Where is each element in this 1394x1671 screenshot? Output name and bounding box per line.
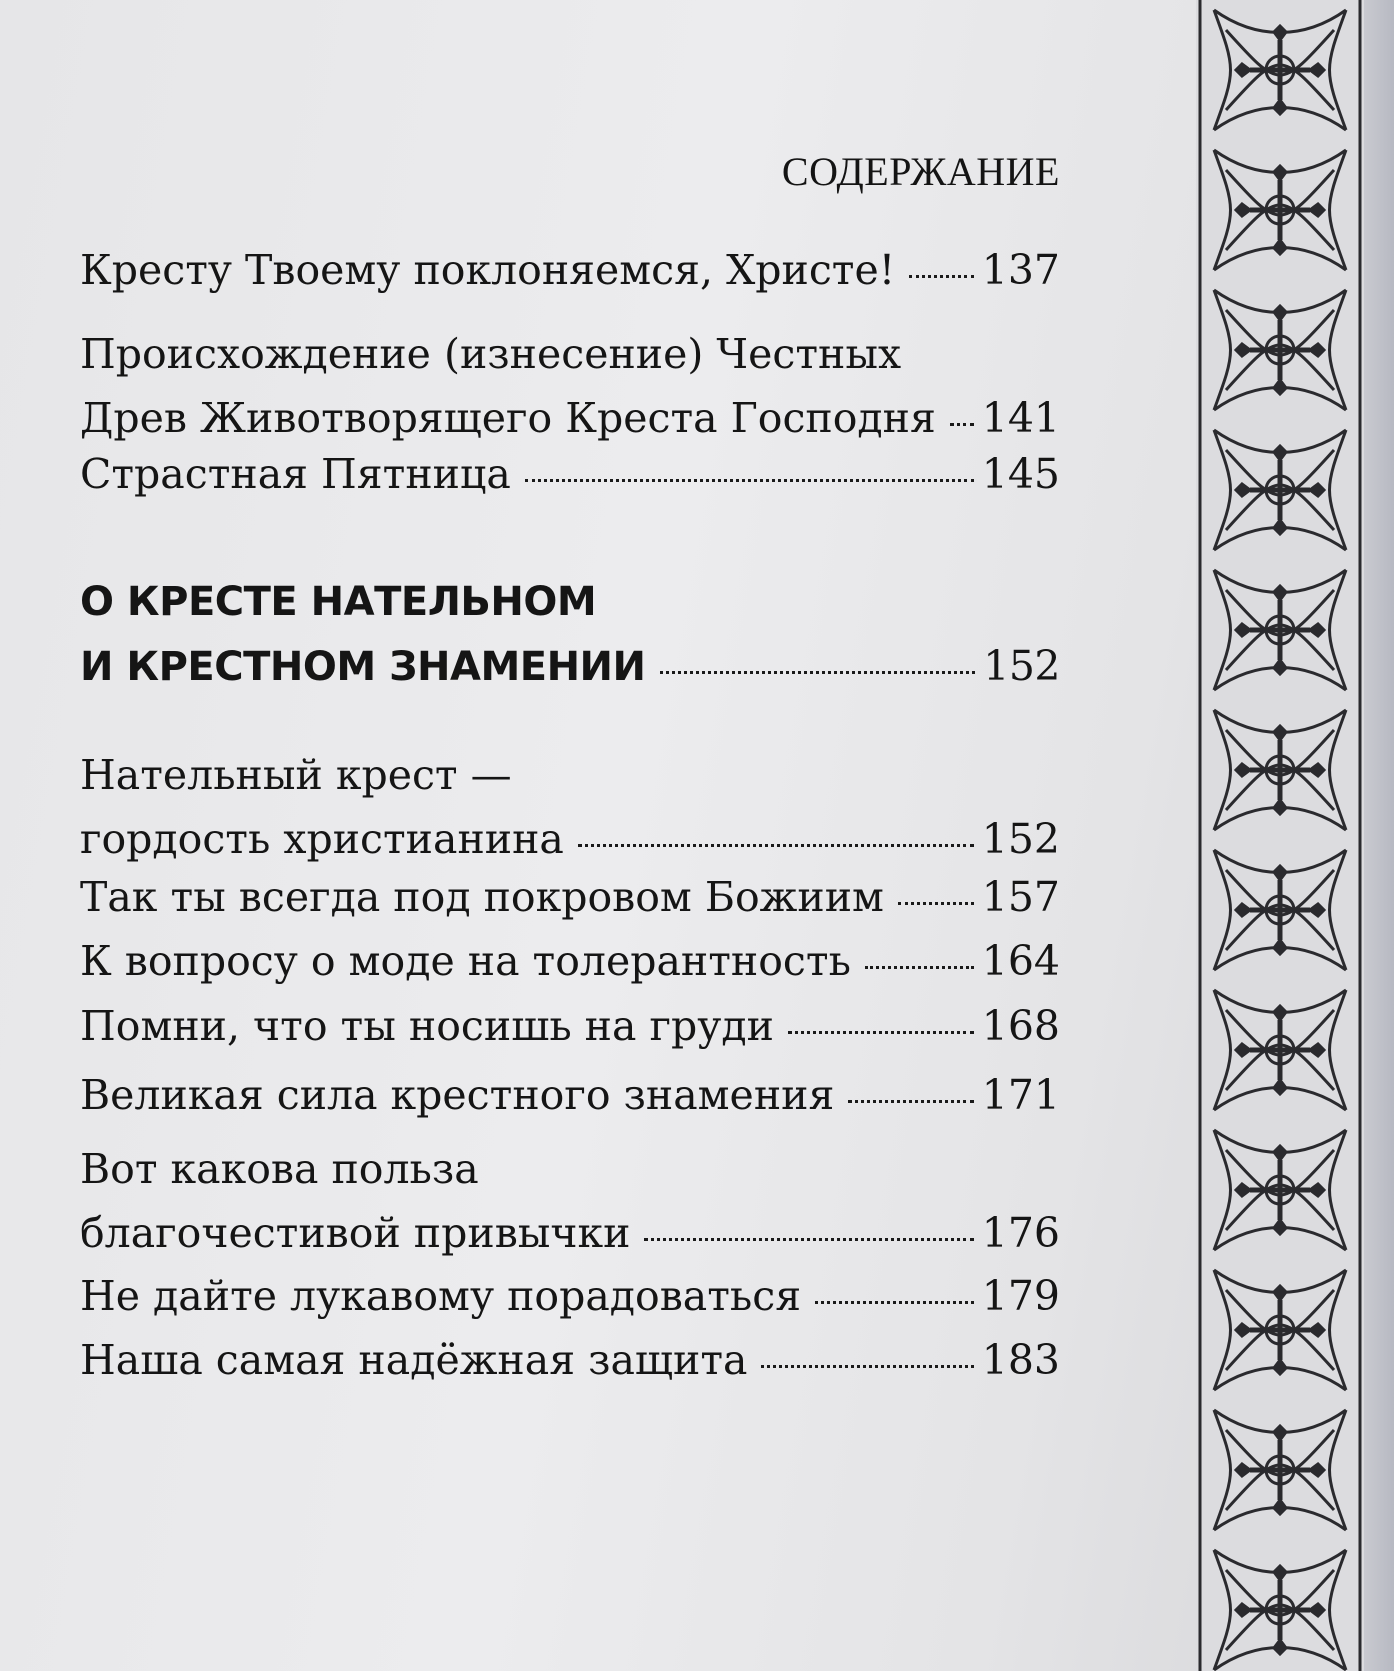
toc-page-number: 157 [981, 873, 1060, 921]
toc-entry [80, 1328, 1060, 1392]
toc-line [80, 994, 1060, 1058]
toc-line [80, 865, 1060, 929]
toc-entry-title: гордость христианина [80, 815, 564, 863]
toc-section-title: И КРЕСТНОМ ЗНАМЕНИИ [80, 644, 646, 690]
dot-leader [898, 901, 974, 905]
dot-leader [865, 965, 974, 969]
toc-line [80, 1328, 1060, 1392]
toc-page-number: 168 [981, 1002, 1060, 1050]
toc-line [80, 743, 1060, 807]
dot-leader [578, 843, 974, 847]
toc-line [80, 1063, 1060, 1127]
toc-entry [80, 1264, 1060, 1328]
toc-page-number: 179 [981, 1272, 1060, 1320]
toc-entry-title: Древ Животворящего Креста Господня [80, 394, 936, 442]
dot-leader [761, 1364, 973, 1368]
toc-entry-title: Так ты всегда под покровом Божиим [80, 873, 884, 921]
dot-leader [525, 478, 974, 482]
dot-leader [788, 1030, 974, 1034]
toc-entry-title: Наша самая надёжная защита [80, 1336, 748, 1384]
dot-leader [644, 1237, 973, 1241]
toc-entry-title: Вот какова польза [80, 1145, 479, 1193]
toc-line [80, 1201, 1060, 1265]
toc-entry [80, 743, 1060, 871]
toc-line [80, 570, 1060, 634]
ornamental-cross-border-icon [1196, 0, 1364, 1671]
toc-page-number: 176 [981, 1209, 1060, 1257]
toc-page-number: 137 [981, 246, 1060, 294]
toc-line [80, 1137, 1060, 1201]
dot-leader [909, 274, 974, 278]
toc-page-number: 152 [981, 815, 1060, 863]
toc-section-title: О КРЕСТЕ НАТЕЛЬНОМ [80, 579, 597, 625]
toc-line [80, 1264, 1060, 1328]
toc-line [80, 386, 1060, 450]
toc-entry [80, 238, 1060, 302]
toc-entry-title: Помни, что ты носишь на груди [80, 1002, 774, 1050]
toc-entry-title: Происхождение (изнесение) Честных [80, 330, 902, 378]
toc-page-number: 183 [981, 1336, 1060, 1384]
toc-line [80, 238, 1060, 302]
toc-entry-title: Страстная Пятница [80, 450, 511, 498]
toc-section-heading [80, 570, 1060, 698]
dot-leader [950, 422, 974, 426]
toc-line [80, 634, 1060, 698]
toc-entry [80, 322, 1060, 450]
toc-entry [80, 929, 1060, 993]
running-head: СОДЕРЖАНИЕ [781, 149, 1060, 194]
toc-page-number: 152 [983, 642, 1060, 690]
toc-line [80, 929, 1060, 993]
dot-leader [848, 1099, 973, 1103]
toc-entry [80, 994, 1060, 1058]
toc-entry-title: благочестивой привычки [80, 1209, 631, 1257]
toc-entry [80, 1137, 1060, 1265]
toc-entry-title: Кресту Твоему поклоняемся, Христе! [80, 246, 896, 294]
page-edge [1364, 0, 1394, 1671]
toc-line [80, 442, 1060, 506]
toc-page-number: 171 [981, 1071, 1060, 1119]
toc-entry [80, 1063, 1060, 1127]
dot-leader [660, 670, 976, 674]
toc-entry [80, 865, 1060, 929]
toc-line [80, 807, 1060, 871]
toc-entry [80, 442, 1060, 506]
toc-entry-title: Великая сила крестного знамения [80, 1071, 835, 1119]
toc-entry-title: Не дайте лукавому порадоваться [80, 1272, 802, 1320]
dot-leader [815, 1300, 974, 1304]
toc-page-number: 164 [981, 937, 1060, 985]
toc-entry-title: К вопросу о моде на толерантность [80, 937, 851, 985]
toc-line [80, 322, 1060, 386]
toc-page-number: 141 [981, 394, 1060, 442]
toc-entry-title: Нательный крест — [80, 751, 512, 799]
toc-page-number: 145 [981, 450, 1060, 498]
